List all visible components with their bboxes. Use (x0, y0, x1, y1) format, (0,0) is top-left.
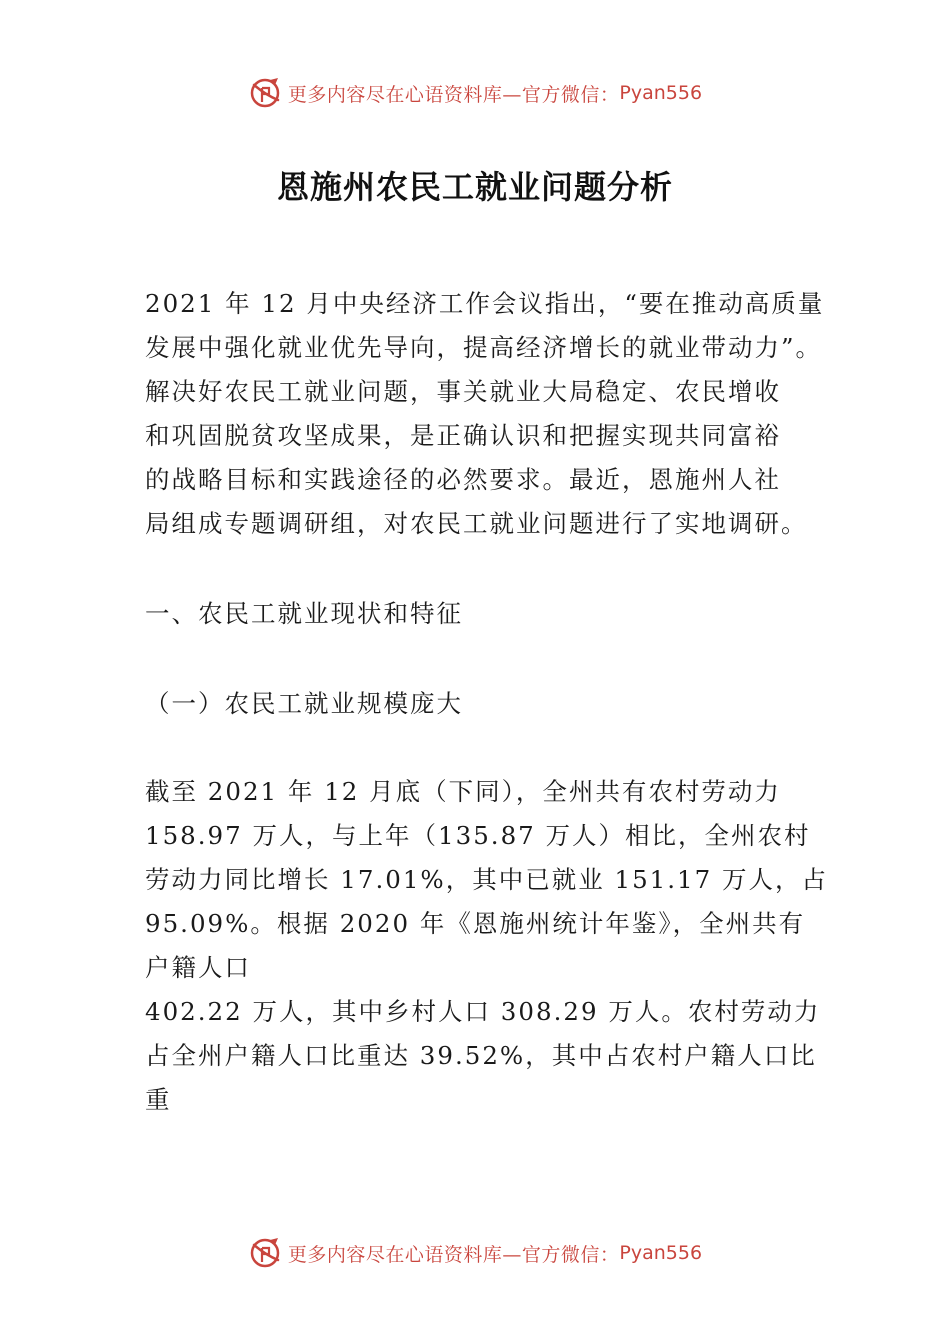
paragraph-line: 158.97 万人，与上年（135.87 万人）相比，全州农村 (145, 821, 811, 850)
paragraph-line: 2021 年 12 月中央经济工作会议指出，“要在推动高质量 (145, 289, 825, 318)
paragraph-line: 占全州户籍人口比重达 39.52%，其中占农村户籍人口比 (145, 1041, 817, 1070)
paragraph-line: 95.09%。根据 2020 年《恩施州统计年鉴》，全州共有 (145, 909, 806, 938)
footer-banner (0, 1233, 950, 1273)
body-paragraph (145, 770, 829, 1122)
section-heading-text: 一、农民工就业现状和特征 (145, 599, 463, 628)
paragraph-line: 402.22 万人，其中乡村人口 308.29 万人。农村劳动力 (145, 997, 821, 1026)
paragraph-line: 重 (145, 1085, 172, 1114)
subsection-heading-text: （一）农民工就业规模庞大 (145, 689, 463, 718)
paragraph-line: 局组成专题调研组，对农民工就业问题进行了实地调研。 (145, 509, 808, 538)
paragraph-line: 和巩固脱贫攻坚成果，是正确认识和把握实现共同富裕 (145, 421, 781, 450)
banner-text: 更多内容尽在心语资料库—官方微信： (287, 83, 620, 106)
header-banner (0, 73, 950, 113)
paragraph-line: 解决好农民工就业问题，事关就业大局稳定、农民增收 (145, 377, 781, 406)
logo-icon (248, 76, 282, 110)
document-title: 恩施州农民工就业问题分析 (276, 168, 673, 206)
intro-paragraph (145, 282, 825, 546)
banner-wechat-id: Pyan556 (619, 1242, 703, 1264)
logo-icon (248, 1236, 282, 1270)
paragraph-line: 的战略目标和实践途径的必然要求。最近，恩施州人社 (145, 465, 781, 494)
paragraph-line: 劳动力同比增长 17.01%，其中已就业 151.17 万人，占 (145, 865, 829, 894)
banner-wechat-id: Pyan556 (619, 82, 703, 104)
banner-text: 更多内容尽在心语资料库—官方微信： (287, 1243, 620, 1266)
subsection-heading (145, 682, 810, 726)
section-heading (145, 592, 810, 636)
paragraph-line: 截至 2021 年 12 月底（下同），全州共有农村劳动力 (145, 777, 781, 806)
paragraph-line: 发展中强化就业优先导向，提高经济增长的就业带动力”。 (145, 333, 823, 362)
paragraph-line: 户籍人口 (145, 953, 251, 982)
